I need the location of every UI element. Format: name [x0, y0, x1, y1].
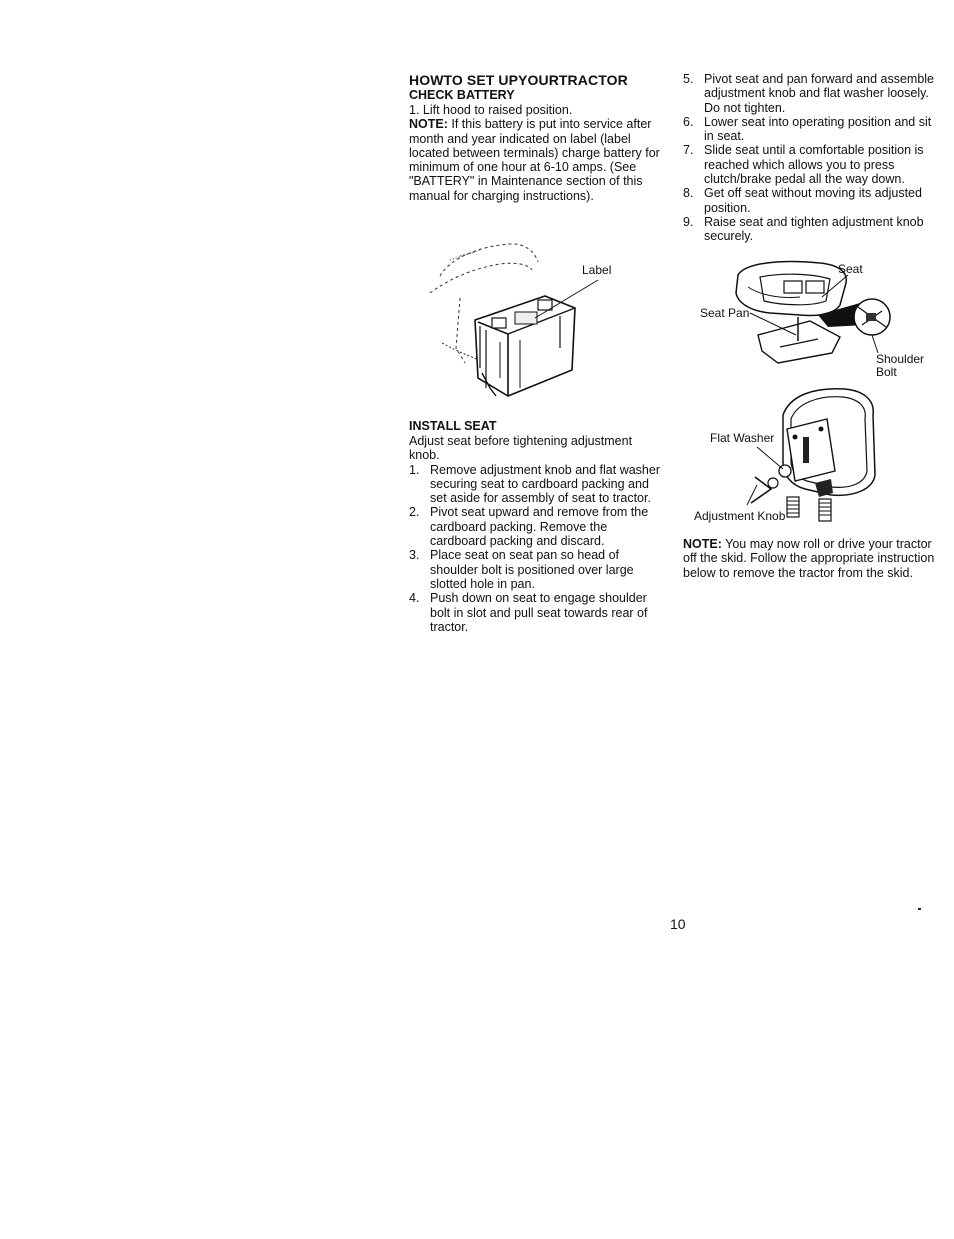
list-item: 9. Raise seat and tighten adjustment knob securely. [683, 214, 924, 244]
adjustment-knob-callout: Adjustment Knob [694, 509, 786, 523]
right-column [683, 72, 941, 244]
list-item: 3. Place seat on seat pan so head of shoulder bolt is positioned over large slotted hole in pan. [409, 548, 634, 591]
section-title: HOWTO SET UPYOURTRACTOR [409, 72, 628, 88]
seat-pan-callout: Seat Pan [700, 306, 750, 320]
check-battery-heading: CHECK BATTERY [409, 88, 515, 102]
left-column [409, 72, 665, 203]
note-label: NOTE: [409, 117, 448, 132]
install-seat-heading: INSTALL SEAT [409, 419, 497, 433]
list-item: 6. Lower seat into operating position and sit in seat. [683, 114, 932, 144]
knob-washer-illustration [735, 385, 885, 525]
note-text: If this battery is put into service after month and year indicated on label (label located between terminals) charge battery for minimum of one hour at 6-10 amps. (See "BATTERY" in Maintenance section of this manual for charging instructions). [409, 117, 660, 203]
note-label: NOTE: [683, 537, 722, 551]
install-seat-section [409, 419, 665, 634]
battery-label-callout: Label [582, 263, 612, 277]
flat-washer-callout: Flat Washer [710, 431, 775, 445]
list-item: 2. Pivot seat upward and remove from the cardboard packing. Remove the cardboard packing and discard. [409, 505, 649, 549]
shoulder-callout: Shoulder [876, 352, 925, 366]
install-seat-steps [409, 463, 665, 635]
seat-callout: Seat [838, 262, 863, 276]
check-battery-step-1: 1. Lift hood to raised position. [409, 103, 573, 117]
bolt-callout: Bolt [876, 365, 897, 379]
skid-note [683, 537, 941, 580]
check-battery-note [409, 117, 665, 203]
list-item: 1. Remove adjustment knob and flat washer securing seat to cardboard packing and set aside for assembly of seat to tractor. [409, 462, 660, 506]
note-text: You may now roll or drive your tractor off the skid. Follow the appropriate instruction below to remove the tractor from the skid. [683, 537, 935, 580]
seat-steps-continued [683, 72, 941, 244]
install-seat-intro: Adjust seat before tightening adjustment knob. [409, 434, 633, 463]
list-item: 8. Get off seat without moving its adjusted position. [683, 186, 922, 215]
page-number: 10 [670, 916, 686, 932]
list-item: 7. Slide seat until a comfortable position is reached which allows you to press clutch/brake pedal all the way down. [683, 143, 924, 187]
list-item: 4. Push down on seat to engage shoulder bolt in slot and pull seat towards rear of tractor. [409, 591, 648, 634]
list-item: 5. Pivot seat and pan forward and assemble adjustment knob and flat washer loosely. Do not tighten. [683, 72, 934, 115]
scan-speck [918, 908, 921, 910]
